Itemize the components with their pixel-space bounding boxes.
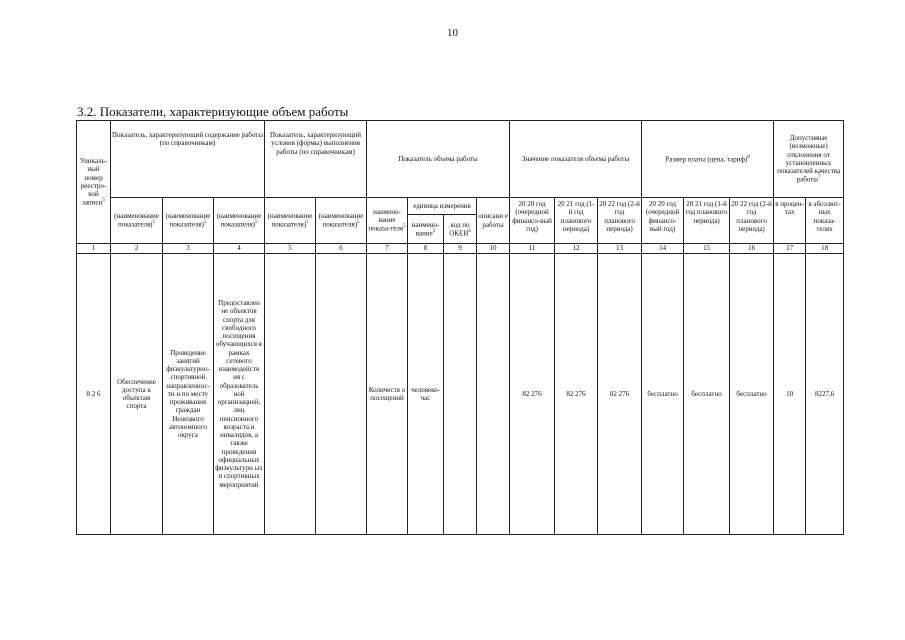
page-number: 10 [447,27,458,39]
header-work-description: описани е работы [477,198,510,244]
fee-2020: бесплатно [642,254,684,535]
header-deviation-absolute: в абсолют-ных показа-телях [806,198,844,244]
volume-value-2022: 82 276 [598,254,642,535]
column-number: 9 [444,244,477,254]
condition-indicator-2 [316,254,367,535]
content-indicator-2: Проведение занятий физкультурно-спортивной направленнос-ти и по месту проживания граждан Ненецкого автономного округа [163,254,214,535]
header-fee-2022: 20 22 год (2-й год планового периода) [730,198,774,244]
table-row [77,254,844,535]
column-number: 17 [774,244,806,254]
work-description [477,254,510,535]
column-number: 18 [806,244,844,254]
header-indicator-name-5: (наименование показателя)$^5$ [316,198,367,244]
column-number: 13 [598,244,642,254]
work-volume-table [76,120,844,535]
column-number: 2 [111,244,163,254]
content-indicator-1: Обеспечение доступа к объектам спорта [111,254,163,535]
column-number: 5 [265,244,316,254]
column-number: 11 [510,244,555,254]
header-unit-name: наимено-вание$^5$ [408,215,444,244]
column-number: 16 [730,244,774,254]
header-deviation-group: Допустимые (возможные) отклонения от установленных показателей качества работы$^7$ [774,121,844,198]
header-indicator-name-1: (наименование показателя)$^5$ [111,198,163,244]
header-value-2020: 20 20 год (очередной финансо-вый год) [510,198,555,244]
deviation-percent: 10 [774,254,806,535]
volume-indicator-name: Количеств о посещений [367,254,408,535]
unit-name: человеко-час [408,254,444,535]
header-value-2021: 20 21 год (1-й год планового периода) [555,198,598,244]
volume-value-2021: 82 276 [555,254,598,535]
header-indicator-name-2: (наименование показателя)$^5$ [163,198,214,244]
header-okei-code: код по ОКЕИ$^6$ [444,215,477,244]
column-number: 7 [367,244,408,254]
okei-code [444,254,477,535]
header-content-group: Показатель, характеризующий содержание работы (по справочникам) [111,121,265,198]
header-fee-group: Размер платы (цена, тариф)$^8$ [642,121,774,198]
fee-2021: бесплатно [684,254,730,535]
column-number: 4 [214,244,265,254]
column-number: 1 [77,244,111,254]
header-fee-2021: 20 21 год (1-й год планового периода) [684,198,730,244]
header-volume-group: Показатель объема работы [367,121,510,198]
header-conditions-group: Показатель, характеризующий условия (формы) выполнения работы (по справочникам) [265,121,367,198]
column-number: 14 [642,244,684,254]
column-number: 6 [316,244,367,254]
header-indicator-name-3: (наименование показателя)$^5$ [214,198,265,244]
column-number: 8 [408,244,444,254]
fee-2022: бесплатно [730,254,774,535]
condition-indicator-1 [265,254,316,535]
header-volume-value-group: Значение показателя объема работы [510,121,642,198]
column-number: 3 [163,244,214,254]
header-fee-2020: 20 20 год (очередной финансо-вый год) [642,198,684,244]
content-indicator-3: Предоставлен не объектов спорта для свободного посещения обучающихся в рамках сетевого взаимодейств ия с образователь ной организацией, лиц пенсионного возраста и инвалидов, а также проведения официальных физкультурн ых и спортивных мероприятий [214,254,265,535]
header-volume-name: наимено-вание показа-теля$^5$ [367,198,408,244]
header-deviation-percent: в процен-тах [774,198,806,244]
header-value-2022: 20 22 год (2-й год планового периода) [598,198,642,244]
section-title: 3.2. Показатели, характеризующие объем работы [77,104,349,119]
registry-number: 8 2 6 [77,254,111,535]
header-unit-group: единица измерения [408,198,477,215]
column-number: 10 [477,244,510,254]
column-number: 15 [684,244,730,254]
volume-value-2020: 82 276 [510,254,555,535]
column-number: 12 [555,244,598,254]
header-registry: Уникаль-ный номер реестро-вой записи$^5$ [77,121,111,244]
deviation-absolute: 8227,6 [806,254,844,535]
header-indicator-name-4: (наименование показателя)$^5$ [265,198,316,244]
